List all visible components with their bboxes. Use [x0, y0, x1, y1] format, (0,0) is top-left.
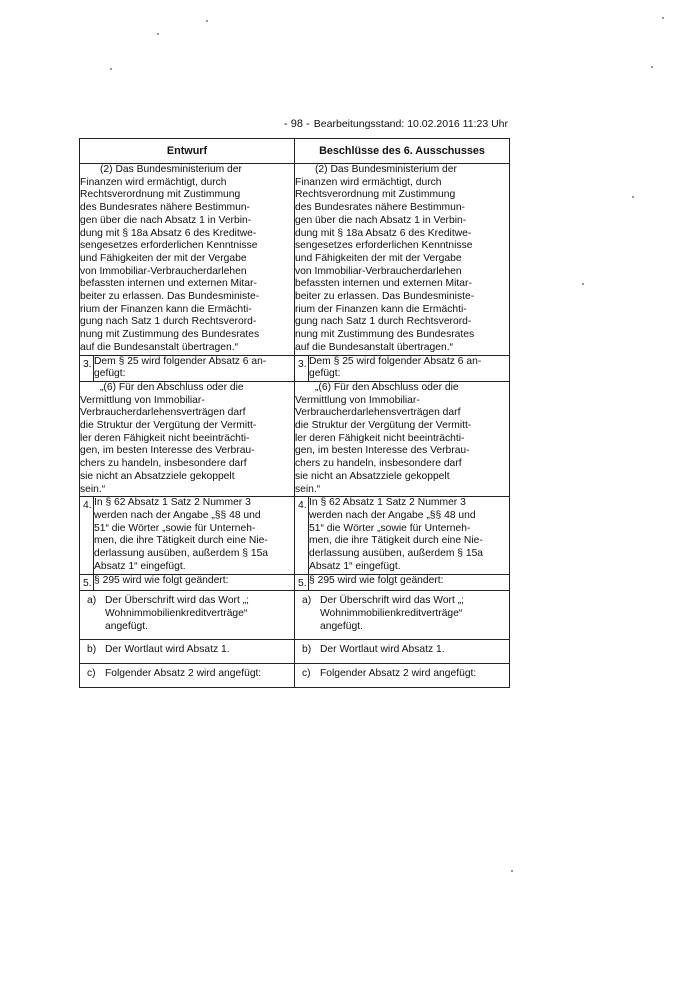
table-header-row: [80, 139, 510, 164]
sub-item-text: Der Überschrift wird das Wort „; Wohnimmobilienkreditverträge“ angefügt.: [105, 595, 249, 632]
item-text: In § 62 Absatz 1 Satz 2 Nummer 3 werden nach der Angabe „§§ 48 und 51“ die Wörter „sowie für Unterneh- men, die ihre Tätigkeit durch eine Nie- derlassung ausüben, außerdem § 15a Absatz 1“ eingefügt.: [94, 497, 269, 572]
item-number: 3.: [295, 355, 309, 381]
table-row: [80, 591, 510, 640]
item-number: 3.: [80, 355, 94, 381]
draft-cell: [94, 497, 295, 574]
sub-item-text: Der Wortlaut wird Absatz 1.: [105, 644, 230, 656]
table-row: [80, 164, 510, 356]
paragraph-text: (2) Das Bundesministerium der Finanzen wird ermächtigt, durch Rechtsverordnung mit Zustimmung des Bundesrates nähere Bestimmun- gen über die nach Absatz 1 in Verbin- dung mit § 18a Absatz 6 des Kreditwe- sengesetzes erforderlichen Kenntnisse und Fähigkeiten der mit der Vergabe von Immobiliar-Verbraucherdarlehen befassten internen und externen Mitar- beiter zu erlassen. Das Bundesministe- rium der Finanzen kann die Ermächti- gung nach Satz 1 durch Rechtsverord- nung mit Zustimmung des Bundesrates auf die Bundesanstalt übertragen.“: [80, 164, 260, 353]
table-row: [80, 497, 510, 574]
paragraph-text: „(6) Für den Abschluss oder die Vermittlung von Immobiliar- Verbraucherdarlehensverträgen darf die Struktur der Vergütung der Vermitt- ler deren Fähigkeit nicht beeinträchti- gen, im besten Interesse des Verbrau- chers zu handeln, insbesondere darf sie nicht an Absatzziele gekoppelt sein.“: [295, 381, 472, 495]
column-header-committee: Beschlüsse des 6. Ausschusses: [295, 139, 510, 164]
table-row: [80, 355, 510, 381]
item-number: 4.: [80, 497, 94, 574]
synopsis-table: [79, 138, 510, 688]
sub-item-text: Folgender Absatz 2 wird angefügt:: [105, 668, 262, 680]
sub-item-label: a): [87, 595, 97, 607]
sub-item-label: a): [302, 595, 312, 607]
draft-cell: [94, 574, 295, 591]
committee-cell: [309, 574, 510, 591]
draft-cell: [80, 381, 295, 496]
sub-item-label: c): [302, 668, 311, 680]
sub-item-text: Der Wortlaut wird Absatz 1.: [320, 644, 445, 656]
sub-item-text: Der Überschrift wird das Wort „; Wohnimmobilienkreditverträge“ angefügt.: [320, 595, 464, 632]
committee-cell: [295, 664, 510, 688]
draft-cell: [80, 664, 295, 688]
sub-item-label: b): [87, 644, 97, 656]
page-number: - 98 -: [284, 118, 310, 130]
committee-cell: [295, 381, 510, 496]
paragraph-text: „(6) Für den Abschluss oder die Vermittlung von Immobiliar- Verbraucherdarlehensverträgen darf die Struktur der Vergütung der Vermitt- ler deren Fähigkeit nicht beeinträchti- gen, im besten Interesse des Verbrau- chers zu handeln, insbesondere darf sie nicht an Absatzziele gekoppelt sein.“: [80, 381, 257, 495]
committee-cell: [309, 497, 510, 574]
draft-cell: [94, 355, 295, 381]
item-text: In § 62 Absatz 1 Satz 2 Nummer 3 werden nach der Angabe „§§ 48 und 51“ die Wörter „sowie für Unterneh- men, die ihre Tätigkeit durch eine Nie- derlassung ausüben, außerdem § 15a Absatz 1“ eingefügt.: [309, 497, 484, 572]
paragraph-text: (2) Das Bundesministerium der Finanzen wird ermächtigt, durch Rechtsverordnung mit Zustimmung des Bundesrates nähere Bestimmun- gen über die nach Absatz 1 in Verbin- dung mit § 18a Absatz 6 des Kreditwe- sengesetzes erforderlichen Kenntnisse und Fähigkeiten der mit der Vergabe von Immobiliar-Verbraucherdarlehen befassten internen und externen Mitar- beiter zu erlassen. Das Bundesministe- rium der Finanzen kann die Ermächti- gung nach Satz 1 durch Rechtsverord- nung mit Zustimmung des Bundesrates auf die Bundesanstalt übertragen.“: [295, 164, 475, 353]
item-text: Dem § 25 wird folgender Absatz 6 an- gefügt:: [94, 355, 267, 380]
table-row: [80, 640, 510, 664]
committee-cell: [309, 355, 510, 381]
item-number: 5.: [80, 574, 94, 591]
sub-item-label: b): [302, 644, 312, 656]
table-row: [80, 664, 510, 688]
sub-item-label: c): [87, 668, 96, 680]
committee-cell: [295, 164, 510, 356]
draft-cell: [80, 591, 295, 640]
item-text: § 295 wird wie folgt geändert:: [94, 574, 229, 586]
item-number: 4.: [295, 497, 309, 574]
item-text: Dem § 25 wird folgender Absatz 6 an- gefügt:: [309, 355, 482, 380]
revision-status: Bearbeitungsstand: 10.02.2016 11:23 Uhr: [313, 118, 508, 130]
table-row: [80, 574, 510, 591]
sub-item-text: Folgender Absatz 2 wird angefügt:: [320, 668, 477, 680]
table-row: [80, 381, 510, 496]
item-number: 5.: [295, 574, 309, 591]
draft-cell: [80, 640, 295, 664]
column-header-draft: Entwurf: [80, 139, 295, 164]
page-header: [80, 118, 508, 134]
draft-cell: [80, 164, 295, 356]
committee-cell: [295, 640, 510, 664]
committee-cell: [295, 591, 510, 640]
item-text: § 295 wird wie folgt geändert:: [309, 574, 444, 586]
